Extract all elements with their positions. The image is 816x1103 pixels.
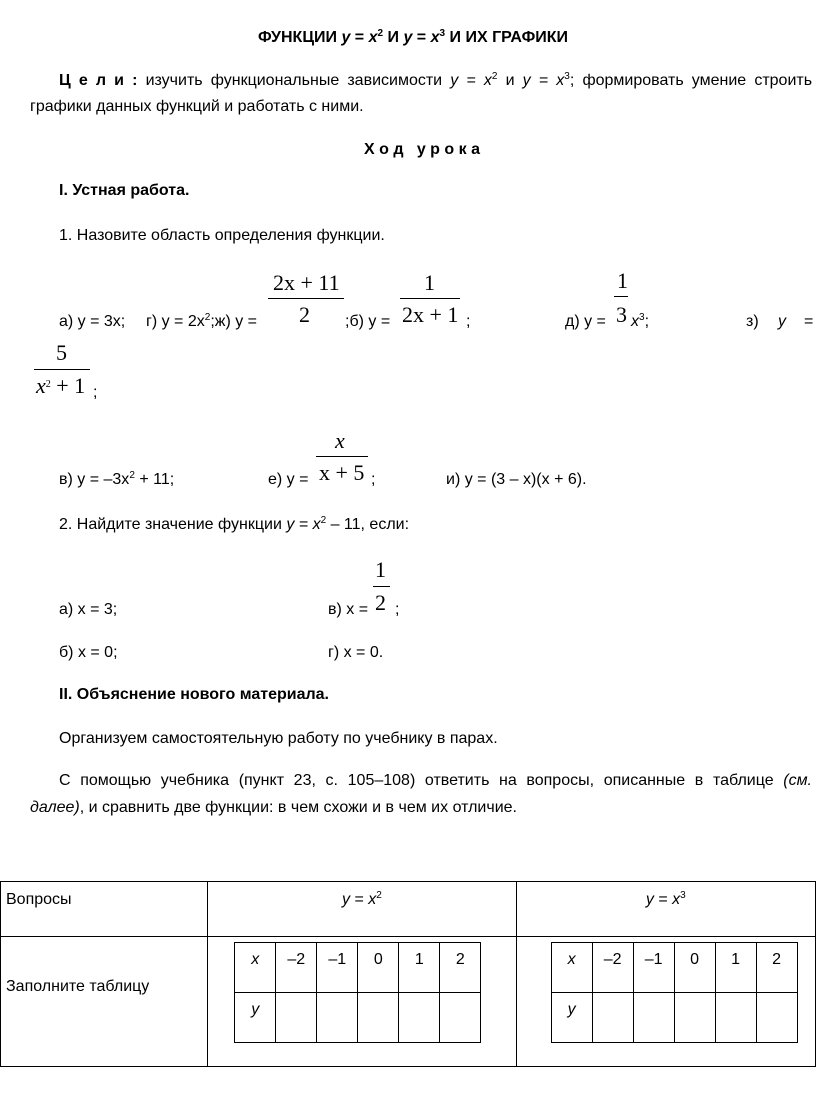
frac-z-line (34, 369, 90, 370)
section-2-heading: II. Объяснение нового материала. (59, 686, 329, 703)
frac-z-numerator: 5 (56, 340, 67, 365)
comparison-table (0, 881, 816, 1067)
values-y-cell[interactable] (633, 993, 674, 1043)
frac-zh-denominator: 2 (299, 302, 310, 327)
task-2-item-a: а) x = 3; (59, 601, 118, 618)
paragraph-1: Организуем самостоятельную работу по учебнику в парах. (59, 730, 498, 747)
goals-line-1: Ц е л и : изучить функциональные зависимости $y = x^2$ и $y = x^3$; формировать умение строить (59, 71, 813, 89)
frac-b-numerator: 1 (424, 270, 435, 295)
values-x-cell: 2 (440, 943, 481, 993)
frac-b-denominator: 2x + 1 (402, 302, 459, 327)
frac-v-semicolon: ; (395, 601, 400, 618)
frac-d-numerator: 1 (617, 268, 628, 293)
task-1-item-i: и) y = (3 – x)(x + 6). (446, 471, 587, 488)
frac-e-numerator: x (335, 428, 345, 453)
header-quadratic: $y = x^2$ (208, 882, 516, 937)
values-y-label: y (235, 993, 276, 1043)
values-x-cell: –1 (633, 943, 674, 993)
task-1-item-b: ;б) y = (345, 313, 391, 330)
task-1-item-z: з) (746, 313, 759, 330)
values-y-cell[interactable] (756, 993, 797, 1043)
values-x-cell: 2 (756, 943, 797, 993)
task-1-item-g: г) $y = 2x^2;ж$) y = (146, 312, 258, 330)
task-1-text: 1. Назовите область определения функции. (59, 227, 385, 244)
values-x-cell: 0 (358, 943, 399, 993)
task-2-item-g: г) x = 0. (328, 644, 384, 661)
row-fill-table-label: Заполните таблицу (1, 937, 208, 1067)
frac-v-denominator: 2 (375, 590, 386, 615)
values-y-cell[interactable] (317, 993, 358, 1043)
cell-quadratic-values (208, 937, 516, 1067)
task-1-item-d-tail: $x^3$; (631, 312, 650, 330)
task-1-item-e: е) y = (268, 471, 309, 488)
section-1-heading: I. Устная работа. (59, 182, 190, 199)
frac-z-denominator: $x^2 + 1$ (36, 373, 86, 398)
frac-z-semicolon: ; (93, 384, 98, 401)
cell-cubic-values (516, 937, 815, 1067)
frac-d-denominator: 3 (616, 302, 627, 327)
values-y-cell[interactable] (674, 993, 715, 1043)
frac-v-numerator: 1 (375, 557, 386, 582)
values-x-label: x (551, 943, 592, 993)
values-y-cell[interactable] (440, 993, 481, 1043)
frac-zh-line (268, 298, 344, 299)
values-x-cell: –2 (592, 943, 633, 993)
values-y-cell[interactable] (592, 993, 633, 1043)
paragraph-2-line-1: С помощью учебника (пункт 23, с. 105–108) ответить на вопросы, описанные в таблице (см. (59, 772, 812, 789)
task-1-item-z-y: y (778, 313, 786, 330)
values-y-cell[interactable] (358, 993, 399, 1043)
task-1-item-v: в) $y = -3x^2 + 11$; (59, 470, 175, 488)
values-table-cubic (551, 942, 798, 1043)
task-2-text: 2. Найдите значение функции $y = x^2 - 11$, если: (59, 515, 410, 533)
task-2-item-b: б) x = 0; (59, 644, 118, 661)
frac-b-semicolon: ; (466, 313, 471, 330)
values-x-cell: 1 (399, 943, 440, 993)
lesson-heading: Х о д у р о к а (364, 141, 480, 158)
values-y-cell[interactable] (399, 993, 440, 1043)
task-1-item-z-eq: = (804, 313, 814, 330)
values-y-cell[interactable] (715, 993, 756, 1043)
task-2-item-v: в) x = (328, 601, 369, 618)
page-title: ФУНКЦИИ $y = x^2$ И $y = x^3$ И ИХ ГРАФИКИ (258, 28, 568, 46)
values-y-label: y (551, 993, 592, 1043)
frac-e-denominator: x + 5 (319, 460, 365, 485)
values-x-cell: 0 (674, 943, 715, 993)
values-x-cell: –1 (317, 943, 358, 993)
frac-e-line (316, 456, 368, 457)
header-questions: Вопросы (1, 882, 208, 937)
values-table-quadratic (234, 942, 481, 1043)
frac-e-semicolon: ; (371, 471, 376, 488)
values-x-cell: –2 (276, 943, 317, 993)
frac-zh-numerator: 2x + 11 (273, 270, 340, 295)
values-y-cell[interactable] (276, 993, 317, 1043)
task-1-item-a: а) y = 3x; (59, 313, 126, 330)
frac-b-line (400, 298, 460, 299)
values-x-label: x (235, 943, 276, 993)
frac-d-line (614, 296, 628, 297)
goals-line-2: графики данных функций и работать с ними. (30, 98, 364, 115)
paragraph-2-line-2: далее), и сравнить две функции: в чем схожи и в чем их отличие. (30, 799, 517, 816)
frac-v-line (373, 586, 390, 587)
values-x-cell: 1 (715, 943, 756, 993)
task-1-item-d: д) y = (565, 313, 606, 330)
header-cubic: $y = x^3$ (516, 882, 815, 937)
